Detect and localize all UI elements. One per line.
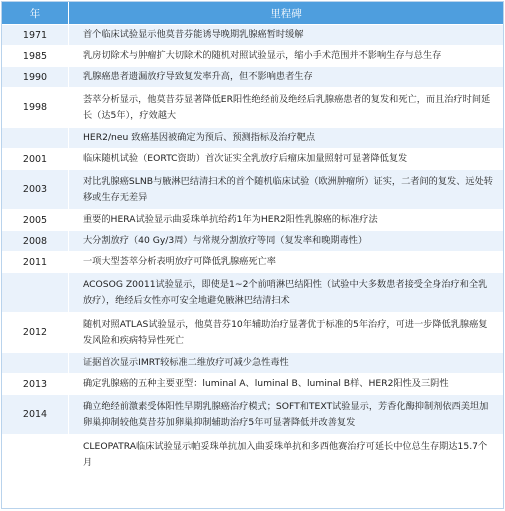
year-cell: 2008 bbox=[2, 231, 69, 251]
table-row bbox=[2, 251, 503, 272]
table-row bbox=[2, 45, 503, 66]
table-row bbox=[2, 272, 503, 312]
table-row bbox=[2, 434, 503, 474]
header-year: 年 bbox=[2, 2, 69, 24]
year-cell bbox=[2, 273, 69, 312]
year-cell: 1990 bbox=[2, 67, 69, 87]
year-cell: 2014 bbox=[2, 395, 69, 434]
milestone-cell: CLEOPATRA临床试验显示帕妥珠单抗加入曲妥珠单抗和多西他赛治疗可延长中位总生存期达15.7个月 bbox=[83, 440, 488, 468]
milestone-cell: 乳房切除术与肿瘤扩大切除术的随机对照试验显示，缩小手术范围并不影响生存与总生存 bbox=[83, 50, 442, 61]
year-cell: 2012 bbox=[2, 313, 69, 352]
milestone-cell: 对比乳腺癌SLNB与腋淋巴结清扫术的首个随机临床试验（欧洲肿瘤所）证实，二者间的复发、远处转移或生存无差异 bbox=[83, 175, 493, 203]
table-body bbox=[2, 24, 503, 508]
header-milestone: 里程碑 bbox=[270, 7, 302, 20]
milestone-cell: 大分割放疗（40 Gy/3周）与常规分割放疗等同（复发率和晚期毒性） bbox=[83, 235, 368, 246]
table-row bbox=[2, 24, 503, 45]
milestone-cell: 首个临床试验显示他莫昔芬能诱导晚期乳腺癌暂时缓解 bbox=[83, 29, 304, 40]
milestone-cell: 重要的HERA试验显示曲妥珠单抗给药1年为HER2阳性乳腺癌的标准疗法 bbox=[83, 214, 378, 225]
milestone-cell: 荟萃分析显示，他莫昔芬显著降低ER阳性绝经前及绝经后乳腺癌患者的复发和死亡，而且治疗时间延长（达5年），疗效越大 bbox=[83, 93, 491, 121]
table-row bbox=[2, 312, 503, 352]
milestone-table bbox=[1, 1, 504, 509]
table-row bbox=[2, 66, 503, 87]
milestone-cell: ACOSOG Z0011试验显示，即使是1~2个前哨淋巴结阳性（试验中大多数患者接受全身治疗和全乳放疗），绝经后女性亦可安全地避免腋淋巴结清扫术 bbox=[83, 278, 488, 306]
table-row bbox=[2, 394, 503, 434]
table-header bbox=[2, 2, 503, 24]
year-cell: 1998 bbox=[2, 88, 69, 127]
year-cell: 2003 bbox=[2, 170, 69, 209]
milestone-cell: 确立绝经前激素受体阳性早期乳腺癌治疗模式；SOFT和TEXT试验显示，芳香化酶抑制剂依西美坦加卵巢抑制较他莫昔芬加卵巢抑制辅助治疗5年可显著降低并改善复发 bbox=[83, 400, 489, 428]
year-cell: 1985 bbox=[2, 46, 69, 66]
milestone-cell: HER2/neu 致癌基因被确定为预后、预测指标及治疗靶点 bbox=[83, 132, 316, 143]
year-cell bbox=[2, 353, 69, 373]
year-cell: 2011 bbox=[2, 252, 69, 272]
table-row bbox=[2, 127, 503, 148]
year-cell: 1971 bbox=[2, 25, 69, 45]
year-cell bbox=[2, 128, 69, 148]
milestone-cell: 证据首次显示IMRT较标准二维放疗可减少急性毒性 bbox=[83, 357, 289, 368]
table-row bbox=[2, 87, 503, 127]
table-row bbox=[2, 209, 503, 230]
table-row bbox=[2, 352, 503, 373]
table-row bbox=[2, 148, 503, 169]
milestone-cell: 一项大型荟萃分析表明放疗可降低乳腺癌死亡率 bbox=[83, 256, 276, 267]
year-cell: 2013 bbox=[2, 374, 69, 394]
milestone-cell: 确定乳腺癌的五种主要亚型：luminal A、luminal B、luminal B样、HER2阳性及三阴性 bbox=[83, 378, 449, 389]
year-cell bbox=[2, 435, 69, 474]
table-row bbox=[2, 230, 503, 251]
year-cell: 2005 bbox=[2, 210, 69, 230]
milestone-cell: 乳腺癌患者遗漏放疗导致复发率升高，但不影响患者生存 bbox=[83, 71, 313, 82]
milestone-cell: 随机对照ATLAS试验显示，他莫昔芬10年辅助治疗显著优于标准的5年治疗，可进一步降低乳腺癌复发风险和疾病特异性死亡 bbox=[83, 318, 488, 346]
year-cell: 2001 bbox=[2, 149, 69, 169]
milestone-cell: 临床随机试验（EORTC资助）首次证实全乳放疗后瘤床加量照射可显著降低复发 bbox=[83, 153, 408, 164]
table-row bbox=[2, 373, 503, 394]
table-row bbox=[2, 169, 503, 209]
